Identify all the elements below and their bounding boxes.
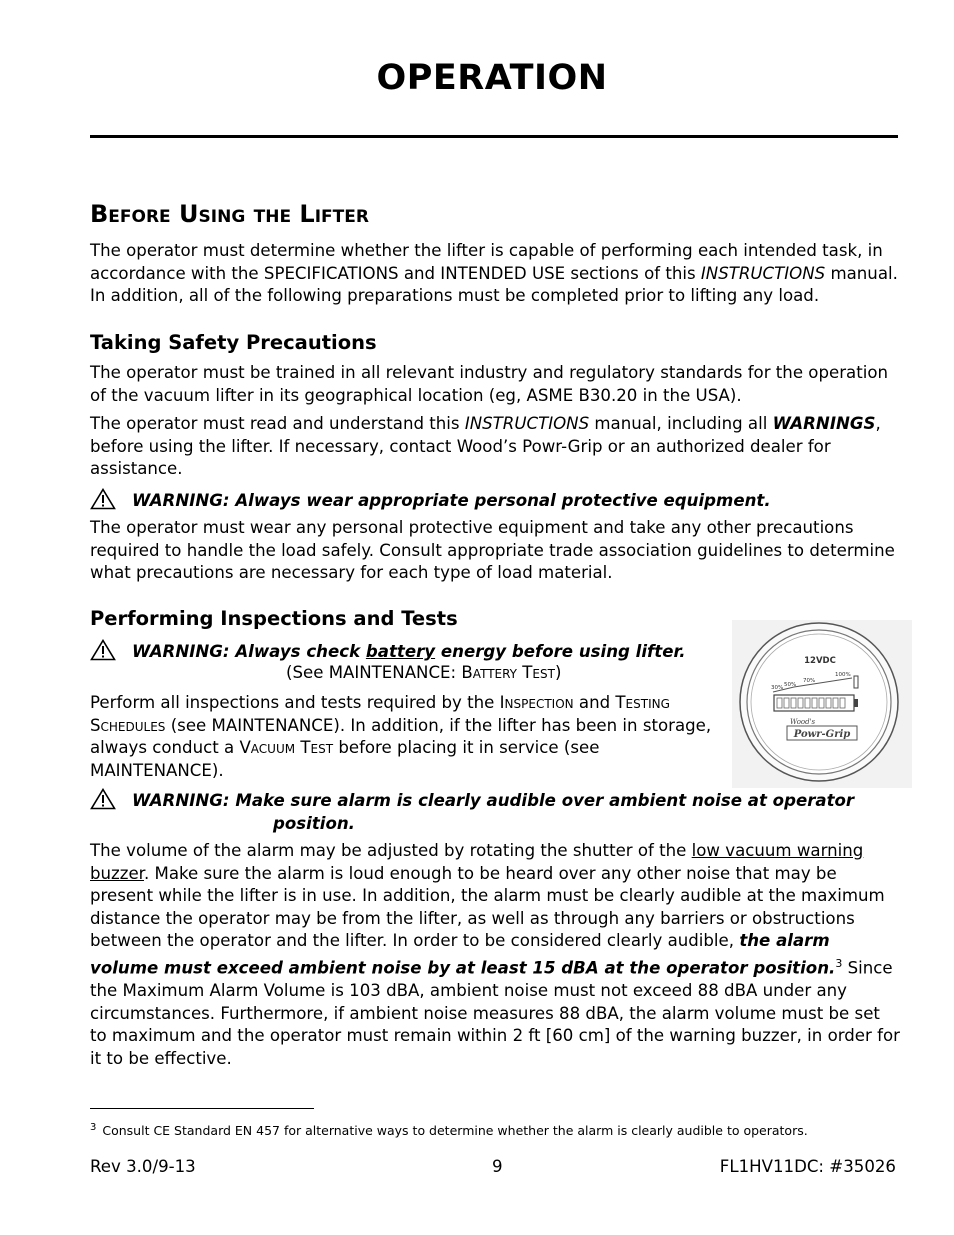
svg-text:50%: 50% [784, 682, 797, 688]
footnote-rule [90, 1108, 314, 1109]
footer-revision: Rev 3.0/9-13 [90, 1157, 196, 1176]
section-heading: Before Using the Lifter [90, 200, 369, 228]
safety-paragraph-3: The operator must wear any personal protective equipment and take any other precautions required to handle the load safely. Consult appropriate trade association guidelines to determine what precautions are necessary for each type of load material. [90, 518, 895, 583]
inspections-heading: Performing Inspections and Tests [90, 607, 458, 630]
svg-text:30%: 30% [771, 685, 784, 691]
alarm-paragraph: The volume of the alarm may be adjusted by rotating the shutter of the low vacuum warning buzzer. Make sure the alarm is loud enough to be heard over any other noise that may be present while the lifter is in use. In addition, the alarm must be clearly audible at the maximum distance the operator may be from the lifter, as well as through any barriers or obstructions between the operator and the lifter. In order to be considered clearly audible, the alarm volume must exceed ambient noise by at least 15 dBA at the operator position.$^3$ Since the Maximum Alarm Volume is 103 dBA, ambient noise must not exceed 88 dBA under any circumstances. Furthermore, if ambient noise measures 88 dBA, the alarm volume must be set to maximum and the operator must remain within 2 ft [60 cm] of the warning buzzer, in order for it to be effective. [90, 841, 900, 1068]
safety-heading: Taking Safety Precautions [90, 331, 377, 354]
svg-text:Powr-Grip: Powr-Grip [793, 729, 851, 740]
safety-paragraph-1: The operator must be trained in all relevant industry and regulatory standards for the operation of the vacuum lifter in its geographical location (eg, ASME B30.20 in the USA). [90, 363, 888, 405]
battery-gauge-image [732, 620, 912, 788]
svg-text:70%: 70% [803, 678, 816, 684]
warning-triangle-icon [90, 488, 116, 510]
ppe-warning: WARNING: Always wear appropriate personal protective equipment. [90, 488, 771, 513]
battery-test-reference: (See MAINTENANCE: Battery Test) [286, 663, 562, 682]
footer-document-id: FL1HV11DC: #35026 [719, 1157, 896, 1176]
alarm-warning: WARNING: Make sure alarm is clearly audible over ambient noise at operator position. [90, 788, 854, 835]
footnote: $^3$ Consult CE Standard EN 457 for alternative ways to determine whether the alarm is clearly audible to operators. [90, 1122, 808, 1138]
warning-triangle-icon [90, 788, 116, 810]
title-rule [90, 135, 898, 138]
svg-text:100%: 100% [835, 672, 851, 678]
battery-warning: WARNING: Always check battery energy before using lifter. [90, 639, 686, 664]
safety-paragraph-2: The operator must read and understand this INSTRUCTIONS manual, including all WARNINGS, before using the lifter. If necessary, contact Wood’s Powr-Grip or an authorized dealer for assistance. [90, 414, 881, 479]
footer-page-number: 9 [492, 1157, 503, 1176]
svg-text:Wood's: Wood's [790, 718, 816, 726]
svg-text:12VDC: 12VDC [804, 656, 836, 666]
warning-triangle-icon [90, 639, 116, 661]
inspections-paragraph: Perform all inspections and tests required by the Inspection and Testing Schedules (see MAINTENANCE). In addition, if the lifter has been in storage, always conduct a Vacuum Test before placing it in service (see MAINTENANCE). [90, 693, 712, 780]
page-title: OPERATION [376, 58, 608, 98]
intro-paragraph: The operator must determine whether the lifter is capable of performing each intended task, in accordance with the SPECIFICATIONS and INTENDED USE sections of this INSTRUCTIONS manual. In addition, all of the following preparations must be completed prior to lifting any load. [90, 241, 898, 306]
